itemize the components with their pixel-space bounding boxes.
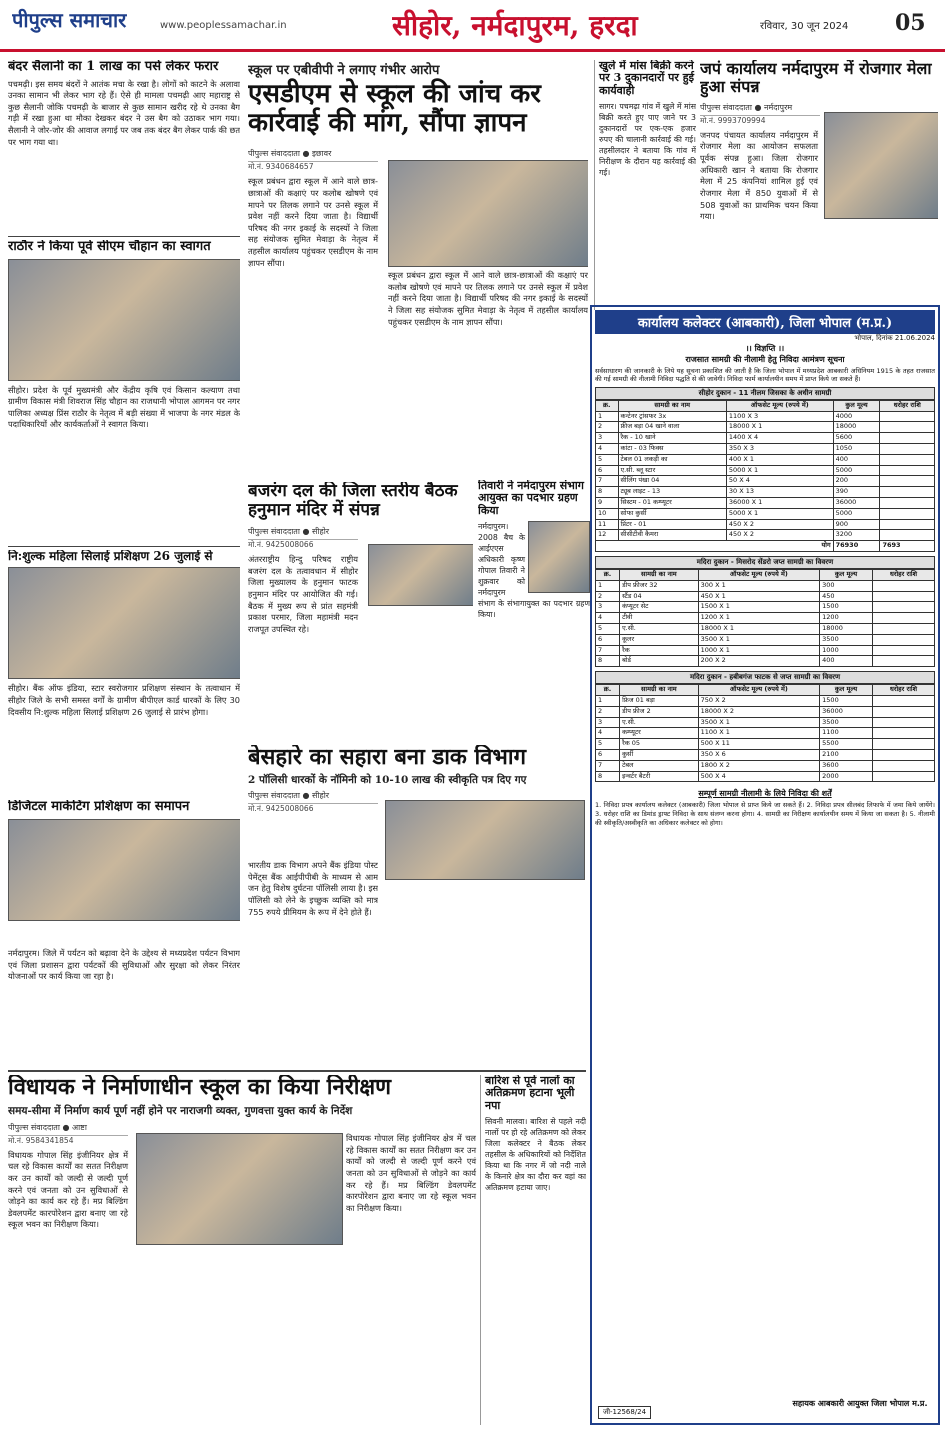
table-row: [596, 530, 935, 541]
table-cell: 1800 X 2: [698, 760, 820, 771]
table-cell: 3: [596, 717, 620, 728]
table-row: [596, 717, 935, 728]
news-photo: [385, 800, 585, 880]
table-cell: [872, 749, 934, 760]
news-photo: [824, 112, 938, 219]
byline: पीपुल्स संवाददाता ● सीहोर: [248, 790, 378, 804]
article-body: विधायक गोपाल सिंह इंजीनियर क्षेत्र में चल रहे विकास कार्यों का सतत निरीक्षण कर उन कार्यों को जल्दी से जल्दी पूर्ण करने एवं जनता को उन सुविधाओं से जोड़ने का कार्य कर रहे हैं। मप्र बिल्डिंग डेवलपमेंट कारपोरेशन द्वारा बनाए जा रहे स्कूल भवन का निरीक्षण किया।: [8, 1149, 128, 1230]
table-cell: 3600: [820, 760, 873, 771]
column-header: धरोहर राशि: [880, 400, 935, 411]
table-row: [596, 739, 935, 750]
table-cell: सोफा कुर्सी: [618, 508, 726, 519]
column-header: ऑफसेट मूल्य (रुपये में): [698, 570, 820, 581]
table-cell: 350 X 3: [726, 444, 833, 455]
news-photo: [368, 544, 473, 606]
table-cell: 4: [596, 444, 619, 455]
table-cell: 500 X 4: [698, 771, 820, 782]
table-cell: 1400 X 4: [726, 433, 833, 444]
subheadline: समय-सीमा में निर्माण कार्य पूर्ण नहीं होने पर नाराजगी व्यक्त, गुणवत्ता युक्त कार्य के निर्देश: [8, 1104, 353, 1117]
table-cell: 3500 X 1: [698, 717, 820, 728]
table-cell: [880, 498, 935, 509]
article-body: भारतीय डाक विभाग अपने बैंक इंडिया पोस्ट पेमेंट्स बैंक आईपीपीबी के माध्यम से आम जन हेतु विशेष दुर्घटना पॉलिसी लाया है। इस पॉलिसी को लेने के इच्छुक व्यक्ति को मात्र 755 रुपये प्रीमियम के रूप में देने होते हैं।: [248, 860, 378, 917]
table-cell: [880, 519, 935, 530]
table-row: [596, 580, 935, 591]
column-header: ऑफसेट मूल्य (रुपये में): [726, 400, 833, 411]
table-cell: 450: [820, 591, 873, 602]
table-row: [596, 519, 935, 530]
table-cell: 500 X 11: [698, 739, 820, 750]
table-cell: 4: [596, 613, 620, 624]
column-header: धरोहर राशि: [872, 685, 934, 696]
table-cell: [872, 728, 934, 739]
table-cell: 1200 X 1: [698, 613, 820, 624]
table-cell: 450 X 2: [726, 519, 833, 530]
article-body: नर्मदापुरम। जिले में पर्यटन को बढ़ावा देने के उद्देश्य से मध्यप्रदेश पर्यटन विभाग एवं जिला प्रशासन द्वारा पर्यटकों की सुविधाओं और सुरक्षा को लेकर निरंतर योजनाओं पर कार्य किया जा रहा है।: [8, 948, 240, 982]
table-row: [596, 771, 935, 782]
table-cell: 5000 X 1: [726, 465, 833, 476]
headline: नि:शुल्क महिला सिलाई प्रशिक्षण 26 जुलाई से: [8, 550, 213, 563]
table-cell: सीसीटीवी कैमरा: [618, 530, 726, 541]
table-cell: सीलिंग पंखा 04: [618, 476, 726, 487]
article-school-inspection: [8, 1075, 478, 1435]
ad-date: भोपाल, दिनांक 21.06.2024: [854, 334, 935, 342]
table-row: [596, 411, 935, 422]
table-cell: 3500: [820, 717, 873, 728]
table-cell: [872, 656, 934, 667]
table-cell: टीवी: [620, 613, 699, 624]
table-cell: [872, 591, 934, 602]
table-cell: ट्यूब लाइट - 13: [618, 487, 726, 498]
table-cell: [880, 530, 935, 541]
table-cell: [880, 465, 935, 476]
table-cell: 4000: [833, 411, 880, 422]
table-cell: 1200: [820, 613, 873, 624]
table-cell: कंप्यूटर सेट: [620, 602, 699, 613]
column-header: क्र.: [596, 685, 620, 696]
reporter-mobile: मो.नं. 9425008066: [248, 540, 314, 550]
column-header: क्र.: [596, 400, 619, 411]
conditions-title: सम्पूर्ण सामग्री नीलामी के लिये निविदा की शर्तें: [698, 789, 832, 799]
headline: तिवारी ने नर्मदापुरम संभाग आयुक्त का पदभार ग्रहण किया: [478, 480, 584, 517]
table-cell: 5000: [833, 465, 880, 476]
table-cell: [872, 760, 934, 771]
subheadline: 2 पॉलिसी धारकों के नॉमिनी को 10-10 लाख की स्वीकृति पत्र दिए गए: [248, 773, 527, 786]
table-row: [596, 422, 935, 433]
table-cell: 450 X 2: [726, 530, 833, 541]
table-cell: 3500: [820, 634, 873, 645]
table-cell: [872, 717, 934, 728]
table-cell: टेबल 01 लकड़ी का: [618, 454, 726, 465]
article-abvp: [248, 60, 588, 480]
headline: जपं कार्यालय नर्मदापुरम में रोजगार मेला हुआ संपन्न: [700, 60, 932, 96]
table-cell: प्रिंटर - 01: [618, 519, 726, 530]
article-body: नर्मदापुरम। 2008 बैच के आईएएस अधिकारी कृष्ण गोपाल तिवारी ने शुक्रवार को नर्मदापुरम संभाग के संभागायुक्त का पदभार ग्रहण किया।: [478, 521, 590, 620]
article-tiwari: [478, 480, 590, 750]
headline: बारिश से पूर्व नालों का अतिक्रमण हटाना भूली नपा: [485, 1075, 575, 1112]
table-title: सीहोर दुकान - 11 नीलम जिसका के अधीन सामग्री: [595, 387, 935, 400]
table-cell: सिस्टम - 01 कम्प्यूटर: [618, 498, 726, 509]
table-cell: [872, 580, 934, 591]
table-cell: 2: [596, 422, 619, 433]
table-cell: 3: [596, 433, 619, 444]
table-cell: रैक 05: [620, 739, 699, 750]
collector-tender-notice: [590, 305, 940, 1425]
table-cell: 3: [596, 602, 620, 613]
byline: पीपुल्स संवाददाता ● इछावर: [248, 148, 378, 162]
table-cell: 1500: [820, 602, 873, 613]
table-row: [596, 465, 935, 476]
table-cell: 400 X 1: [726, 454, 833, 465]
byline: पीपुल्स संवाददाता ● आष्टा: [8, 1122, 128, 1136]
table-cell: रैक - 10 खाने: [618, 433, 726, 444]
table-row: [596, 498, 935, 509]
headline: बजरंग दल की जिला स्तरीय बैठक हनुमान मंदिर में संपन्न: [248, 482, 458, 521]
table-cell: 300 X 1: [698, 580, 820, 591]
table-cell: 200: [833, 476, 880, 487]
table-row: [596, 487, 935, 498]
total-value: 76930: [833, 541, 880, 552]
article-body: स्कूल प्रबंधन द्वारा स्कूल में आने वाले छात्र-छात्राओं की कक्षाएं पर कलोब खोषणे एवं मापने पर तिलक लगाने पर उनसे स्कूल में प्रवेश नहीं करने दिया जाता है। विद्यार्थी परिषद की नगर इकाई के सदस्यों ने जिला सह संयोजक सुमित मेवाड़ा के नेतृत्व में तहसील कार्यालय पहुंचकर एसडीएम के नाम ज्ञापन सौंपा।: [248, 176, 378, 268]
section-title: सीहोर, नर्मदापुरम, हरदा: [392, 9, 638, 42]
table-cell: कम्प्यूटर: [620, 728, 699, 739]
article-body: सागर। पचमढ़ा गांव में खुले में मांस बिक्री करते हुए पाए जाने पर 3 दुकानदारों पर एक-एक हजार रुपए की चालानी कार्रवाई की गई। तहसीलदार ने बताया कि गांव में निरीक्षण के दौरान यह कार्रवाई की गई।: [599, 101, 696, 178]
table-cell: [872, 645, 934, 656]
table-cell: 2: [596, 591, 620, 602]
table-row: [596, 591, 935, 602]
table-cell: ए.सी. ब्लू स्टार: [618, 465, 726, 476]
column-header: धरोहर राशि: [872, 570, 934, 581]
ad-subject: राजसात सामग्री की नीलामी हेतु निविदा आमंत्रण सूचना: [685, 355, 845, 364]
table-cell: 1100 X 1: [698, 728, 820, 739]
table-cell: 750 X 2: [698, 696, 820, 707]
table-cell: बोर्ड: [620, 656, 699, 667]
table-cell: स्टैंड 04: [620, 591, 699, 602]
news-photo: [8, 819, 240, 921]
table-cell: 450 X 1: [698, 591, 820, 602]
headline: बंदर सैलानी का 1 लाख का पर्स लेकर फरार: [8, 60, 219, 74]
table-cell: 7: [596, 476, 619, 487]
table-cell: [872, 739, 934, 750]
table-cell: 4: [596, 728, 620, 739]
article-body: पचमढ़ी। इस समय बंदरों ने आतंक मचा के रखा है। लोगों को काटने के अलावा उनका सामान भी लेकर भाग रहे हैं। ऐसे ही मामला पचमढ़ी आए महाराष्ट्र से कुछ सैलानी जोकि पचमढ़ी के बाजार से कुछ सामान खरीद रहे थे उनका बैग गड़ी में रखा हुआ था मौका देखकर बंदर ने उस बैग को उठाकर भाग गया। सैलानी ने जोर-जोर की आवाज लगाई पर जब तक बंदर बैग लेकर पार्क की छत पर भाग गया था।: [8, 78, 240, 147]
table-cell: 1000: [820, 645, 873, 656]
article-drain-encroachment: [480, 1075, 586, 1425]
table-cell: 400: [833, 454, 880, 465]
table-cell: 18000 X 1: [726, 422, 833, 433]
headline: एसडीएम से स्कूल की जांच कर कार्रवाई की मांग, सौंपा ज्ञापन: [248, 79, 541, 139]
table-cell: [880, 454, 935, 465]
table-cell: 300: [820, 580, 873, 591]
table-cell: 36000: [833, 498, 880, 509]
ad-intro: सर्वसाधारण की जानकारी के लिये यह सूचना प्रकाशित की जाती है कि जिला भोपाल में मध्यप्रदेश आबकारी अधिनियम 1915 के तहत राजसात की गई सामग्री की नीलामी निविदा पद्धति से की जावेगी। निविदा फार्म कार्यालयीन समय में प्राप्त किये जा सकते हैं।: [595, 367, 935, 384]
news-photo: [528, 521, 590, 593]
ad-notice: ।। विज्ञप्ति ।।: [745, 344, 785, 353]
table-cell: 5600: [833, 433, 880, 444]
table-cell: फ्रीज बड़ा 04 खाने वाला: [618, 422, 726, 433]
seized-items-table-3: [595, 684, 935, 782]
table-cell: 5500: [820, 739, 873, 750]
kicker: स्कूल पर एबीवीपी ने लगाए गंभीर आरोप: [248, 63, 440, 78]
reporter-mobile: मो.नं. 9584341854: [8, 1135, 74, 1145]
article-body-cont: स्कूल प्रबंधन द्वारा स्कूल में आने वाले छात्र-छात्राओं की कक्षाएं पर कलोब खोषणे एवं मापने पर तिलक लगाने पर उनसे स्कूल में प्रवेश नहीं करने दिया जाता है। विद्यार्थी परिषद की नगर इकाई के सदस्यों ने जिला सह संयोजक सुमित मेवाड़ा के नेतृत्व में तहसील कार्यालय पहुंचकर एसडीएम के नाम ज्ञापन सौंपा।: [388, 270, 588, 327]
headline: राठौर ने किया पूर्व सीएम चौहान का स्वागत: [8, 240, 211, 254]
table-cell: 36000: [820, 706, 873, 717]
article-body: सिवनी मालवा। बारिश से पहले नदी नालों पर हो रहे अतिक्रमण को लेकर जिला कलेक्टर ने बैठक लेकर तहसील के अधिकारियों को निर्देशित किया था कि नगर में जो नदी नाले के किनारे क्षेत्र का दौरा कर वहां का अतिक्रमण हटाया जाए।: [485, 1116, 586, 1193]
table-row: [596, 656, 935, 667]
table-row: [596, 634, 935, 645]
article-digital-marketing: [8, 800, 240, 945]
table-cell: 5: [596, 739, 620, 750]
conditions-text: 1. निविदा प्रपत्र कार्यालय कलेक्टर (आबकारी) जिला भोपाल से प्राप्त किये जा सकते हैं। 2. निविदा प्रपत्र सीलबंद लिफाफे में जमा किये जायेंगे। 3. धरोहर राशि का डिमांड ड्राफ्ट निविदा के साथ संलग्न करना होगा। 4. सामग्री का निरीक्षण कार्यालयीन समय में किया जा सकता है। 5. नीलामी की स्वीकृति/अस्वीकृति का अधिकार कलेक्टर को होगा।: [595, 801, 935, 827]
table-cell: 2100: [820, 749, 873, 760]
table-cell: 5: [596, 624, 620, 635]
table-cell: डीप फ्रीजर 32: [620, 580, 699, 591]
column-header: सामग्री का नाम: [620, 570, 699, 581]
table-cell: 6: [596, 465, 619, 476]
table-cell: ए.सी.: [620, 624, 699, 635]
article-body: जनपद पंचायत कार्यालय नर्मदापुरम में रोजगार मेला का आयोजन सफलता पूर्वक संपन्न हुआ। जिला रोजगार अधिकारी खान ने बताया कि रोजगार मेला में 25 कंपनियां शामिल हुई एवं रोजगार मेला में 850 युवाओं में से 508 युवाओं का प्राथमिक चयन किया गया।: [700, 129, 818, 222]
news-photo: [136, 1133, 343, 1245]
table-row: [596, 760, 935, 771]
article-bajrang: [248, 482, 473, 742]
table-cell: 350 X 6: [698, 749, 820, 760]
table-cell: [880, 476, 935, 487]
news-photo: [388, 160, 588, 267]
deposit-value: 7693: [880, 541, 935, 552]
article-meat: [594, 60, 696, 310]
table-cell: 1050: [833, 444, 880, 455]
table-cell: 5: [596, 454, 619, 465]
table-cell: 7: [596, 760, 620, 771]
table-cell: 36000 X 1: [726, 498, 833, 509]
table-cell: 3200: [833, 530, 880, 541]
table-cell: 1500 X 1: [698, 602, 820, 613]
headline: विधायक ने निर्माणाधीन स्कूल का किया निरीक्षण: [8, 1075, 392, 1100]
table-cell: [872, 771, 934, 782]
table-row: [596, 749, 935, 760]
table-cell: 8: [596, 487, 619, 498]
table-cell: 900: [833, 519, 880, 530]
newspaper-logo: पीपुल्स समाचार: [12, 8, 127, 32]
news-photo: [8, 567, 240, 679]
reporter-mobile: मो.नं. 9340684657: [248, 162, 314, 172]
article-body-cont: विधायक गोपाल सिंह इंजीनियर क्षेत्र में चल रहे विकास कार्यों का सतत निरीक्षण कर उन कार्यों को जल्दी से जल्दी पूर्ण करने एवं जनता को उन सुविधाओं से जोड़ने का कार्य कर रहे हैं। मप्र बिल्डिंग डेवलपमेंट कारपोरेशन द्वारा बनाए जा रहे स्कूल भवन का निरीक्षण किया।: [346, 1133, 476, 1213]
article-body: अंतरराष्ट्रीय हिन्दु परिषद राष्ट्रीय बजरंग दल के तत्वावधान में सीहोर जिला मुख्यालय के हनुमान फाटक हनुमान मंदिर पर आयोजित की गई। बैठक में मुख्य रूप से प्रांत सहमंत्री प्रकाश परमार, जिला महामंत्री मदन राजपूत उपस्थित रहे।: [248, 554, 358, 634]
table-row: [596, 645, 935, 656]
table-cell: [872, 613, 934, 624]
article-body: सीहोर। प्रदेश के पूर्व मुख्यमंत्री और केंद्रीय कृषि एवं किसान कल्याण तथा ग्रामीण विकास मंत्री शिवराज सिंह चौहान का राजधानी भोपाल आगमन पर नगर पालिका अध्यक्ष प्रिंस राठौर के नेतृत्व में बड़ी संख्या में भाजपा के नगर मंडल के पदाधिकारियों और कार्यकर्ताओं ने स्वागत किया।: [8, 384, 240, 430]
table-row: [596, 508, 935, 519]
table-cell: 8: [596, 656, 620, 667]
headline: बेसहारे का सहारा बना डाक विभाग: [248, 745, 526, 770]
column-header: क्र.: [596, 570, 620, 581]
table-cell: 1: [596, 696, 620, 707]
page-number: 05: [895, 10, 926, 36]
byline: पीपुल्स संवाददाता ● नर्मदापुरम: [700, 102, 820, 116]
table-cell: 10: [596, 508, 619, 519]
table-row: [596, 602, 935, 613]
article-body: सीहोर। बैंक ऑफ इंडिया, स्टार स्वरोजगार प्रशिक्षण संस्थान के तत्वाधान में सीहोर जिले के सभी समस्त वर्गों के ग्रामीण बीपीएल कार्ड धारकों के लिए 30 दिवसीय नि:शुल्क महिला सिलाई प्रशिक्षण 26 जुलाई से प्रारंभ होगा।: [8, 683, 240, 717]
table-cell: [880, 444, 935, 455]
table-row: [596, 706, 935, 717]
news-photo: [8, 259, 240, 381]
total-label: योग: [596, 541, 834, 552]
table-cell: टेबल: [620, 760, 699, 771]
column-header: कुल मूल्य: [820, 685, 873, 696]
table-cell: 11: [596, 519, 619, 530]
table-cell: 1: [596, 580, 620, 591]
column-header: ऑफसेट मूल्य (रुपये में): [698, 685, 820, 696]
table-row: [596, 624, 935, 635]
table-cell: [872, 634, 934, 645]
table-cell: 12: [596, 530, 619, 541]
table-row: [596, 613, 935, 624]
table-cell: [872, 696, 934, 707]
table-cell: [872, 706, 934, 717]
reporter-mobile: मो.नं. 9425008066: [248, 803, 314, 813]
headline: डिजिटल मार्केटिंग प्रशिक्षण का समापन: [8, 800, 190, 814]
table-cell: [880, 422, 935, 433]
column-header: कुल मूल्य: [820, 570, 873, 581]
table-cell: 6: [596, 749, 620, 760]
seized-items-table-1: [595, 400, 935, 552]
table-cell: 7: [596, 645, 620, 656]
table-row: [596, 696, 935, 707]
byline: पीपुल्स संवाददाता ● सीहोर: [248, 526, 358, 540]
article-monkey: [8, 60, 240, 235]
table-row: [596, 728, 935, 739]
column-header: सामग्री का नाम: [620, 685, 699, 696]
issue-date: रविवार, 30 जून 2024: [760, 21, 849, 32]
table-cell: 1000 X 1: [698, 645, 820, 656]
table-cell: कांटा - 03 फिक्स: [618, 444, 726, 455]
ad-signature: सहायक आबकारी आयुक्त जिला भोपाल म.प्र.: [792, 1399, 928, 1408]
table-cell: कुर्सी: [620, 749, 699, 760]
table-cell: इन्वर्टर बैटरी: [620, 771, 699, 782]
table-cell: 6: [596, 634, 620, 645]
table-cell: कूलर: [620, 634, 699, 645]
table-cell: [880, 411, 935, 422]
masthead: [0, 0, 945, 52]
table-cell: 2: [596, 706, 620, 717]
table-cell: [872, 602, 934, 613]
table-cell: 18000 X 1: [698, 624, 820, 635]
table-cell: ए.सी.: [620, 717, 699, 728]
table-cell: डीप फ्रीज 2: [620, 706, 699, 717]
table-cell: 400: [820, 656, 873, 667]
table-cell: 2000: [820, 771, 873, 782]
table-cell: [880, 487, 935, 498]
website-url: www.peoplessamachar.in: [160, 20, 287, 31]
table-cell: 18000 X 2: [698, 706, 820, 717]
table-row: [596, 476, 935, 487]
table-cell: कन्टेनर ट्रांसफर 3x: [618, 411, 726, 422]
ad-office-title: कार्यालय कलेक्टर (आबकारी), जिला भोपाल (म.प्र.): [595, 310, 935, 334]
table-cell: 200 X 2: [698, 656, 820, 667]
table-cell: 3500 X 1: [698, 634, 820, 645]
reporter-mobile: मो.नं. 9993709994: [700, 115, 766, 125]
column-header: कुल मूल्य: [833, 400, 880, 411]
ad-reference: जी-12568/24: [598, 1406, 651, 1419]
table-title: मदिरा दुकान - मिसरोद सेंडरो जप्त सामग्री का विवरण: [595, 556, 935, 569]
seized-items-table-2: [595, 569, 935, 667]
table-cell: 18000: [820, 624, 873, 635]
section-banner: [392, 6, 692, 44]
table-cell: [880, 508, 935, 519]
table-row: [596, 444, 935, 455]
headline: खुले में मांस बिक्री करने पर 3 दुकानदारों पर हुई कार्यवाही: [599, 60, 694, 97]
table-cell: [872, 624, 934, 635]
table-cell: फ्रिज 01 बड़ा: [620, 696, 699, 707]
table-cell: 18000: [833, 422, 880, 433]
article-stitching: [8, 550, 240, 800]
table-title: मदिरा दुकान - हबीबगंज फाटक से जप्त सामग्री का विवरण: [595, 671, 935, 684]
article-rathore: [8, 240, 240, 545]
table-row: [596, 454, 935, 465]
table-row: [596, 433, 935, 444]
table-cell: 1100: [820, 728, 873, 739]
table-cell: 8: [596, 771, 620, 782]
table-cell: [880, 433, 935, 444]
article-job-fair: [700, 60, 938, 300]
table-cell: 50 X 4: [726, 476, 833, 487]
column-header: सामग्री का नाम: [618, 400, 726, 411]
table-cell: 390: [833, 487, 880, 498]
table-cell: 1100 X 3: [726, 411, 833, 422]
table-cell: 30 X 13: [726, 487, 833, 498]
table-cell: 1: [596, 411, 619, 422]
table-cell: 9: [596, 498, 619, 509]
table-cell: रैक: [620, 645, 699, 656]
table-cell: 5000 X 1: [726, 508, 833, 519]
table-cell: 1500: [820, 696, 873, 707]
table-cell: 5000: [833, 508, 880, 519]
